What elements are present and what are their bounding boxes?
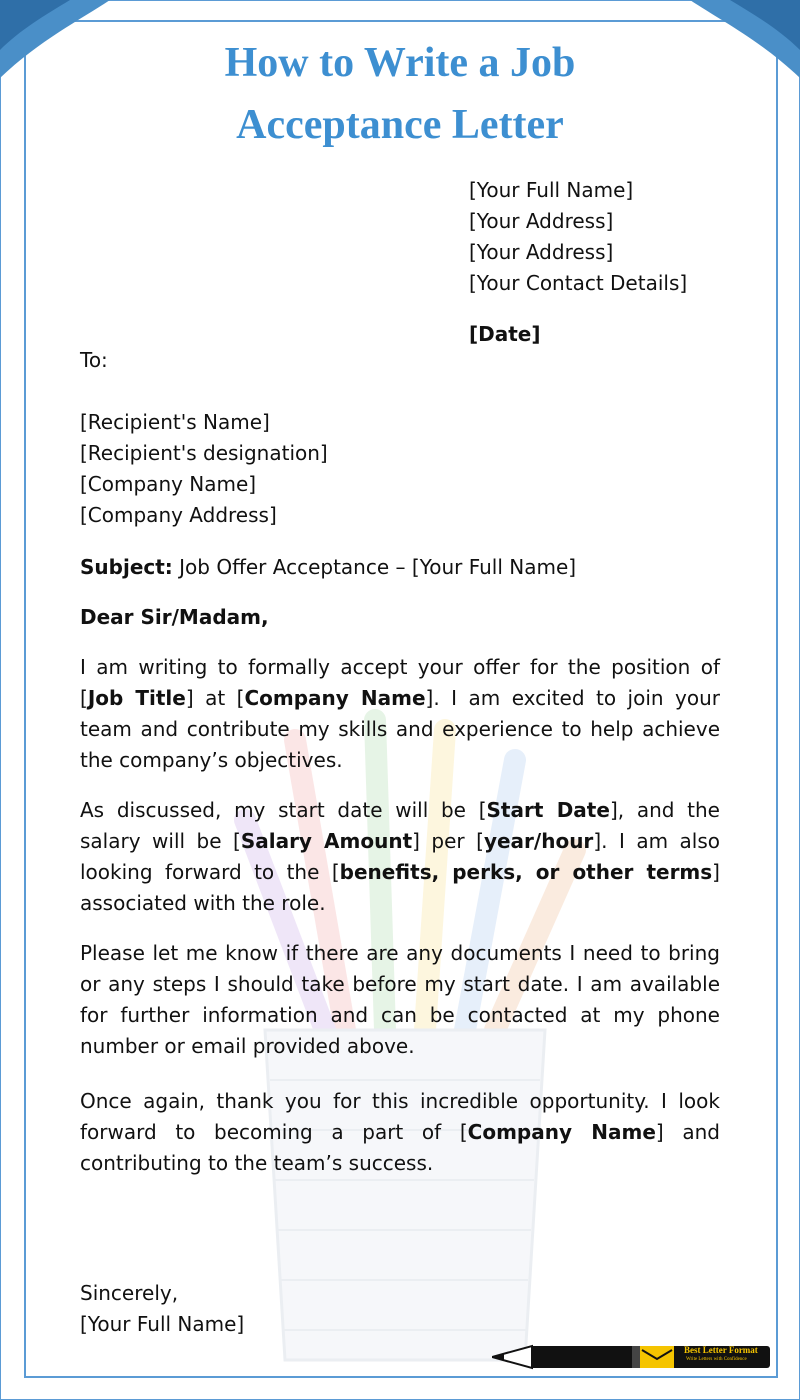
recipient-name: [Recipient's Name] (80, 410, 270, 434)
title-line-2: Acceptance Letter (236, 102, 564, 148)
paragraph-4: Once again, thank you for this incredible opportunity. I look forward to becoming a part of [Company Name] and contributing to the team’s success. (80, 1089, 720, 1175)
page-title (0, 32, 800, 156)
paragraph-2: As discussed, my start date will be [Start Date], and the salary will be [Salary Amount] per [year/hour]. I am also looking forward to the [benefits, perks, or other terms] associated with the role. (80, 798, 721, 915)
valediction: Sincerely, (80, 1281, 179, 1305)
sender-address-1: [Your Address] (469, 209, 614, 233)
paragraph-1: I am writing to formally accept your offer for the position of [Job Title] at [Company Name]. I am excited to join your team and contribute my skills and experience to help achieve the company’s objectives. (80, 655, 720, 772)
logo-tagline: Write Letters with Confidence (686, 1357, 747, 1362)
subject-text: Job Offer Acceptance – [Your Full Name] (172, 555, 577, 579)
letter-date: [Date] (469, 322, 541, 346)
subject-label: Subject: (80, 555, 173, 579)
to-label: To: (80, 348, 108, 372)
letter-body (80, 552, 720, 1198)
title-line-1: How to Write a Job (224, 40, 576, 86)
sender-block (469, 175, 687, 350)
recipient-designation: [Recipient's designation] (80, 441, 328, 465)
sender-address-2: [Your Address] (469, 240, 614, 264)
logo-brand: Best Letter Format (684, 1345, 758, 1355)
paragraph-3: Please let me know if there are any documents I need to bring or any steps I should take before my start date. I am available for further information and can be contacted at my phone number or email provided above. (80, 941, 720, 1058)
recipient-address: [Company Address] (80, 503, 277, 527)
recipient-block (80, 345, 328, 531)
salutation: Dear Sir/Madam, (80, 605, 269, 629)
signature-name: [Your Full Name] (80, 1312, 245, 1336)
subject-line (80, 552, 720, 583)
recipient-company: [Company Name] (80, 472, 257, 496)
sender-name: [Your Full Name] (469, 178, 634, 202)
sender-contact: [Your Contact Details] (469, 271, 688, 295)
closing-block (80, 1278, 244, 1340)
